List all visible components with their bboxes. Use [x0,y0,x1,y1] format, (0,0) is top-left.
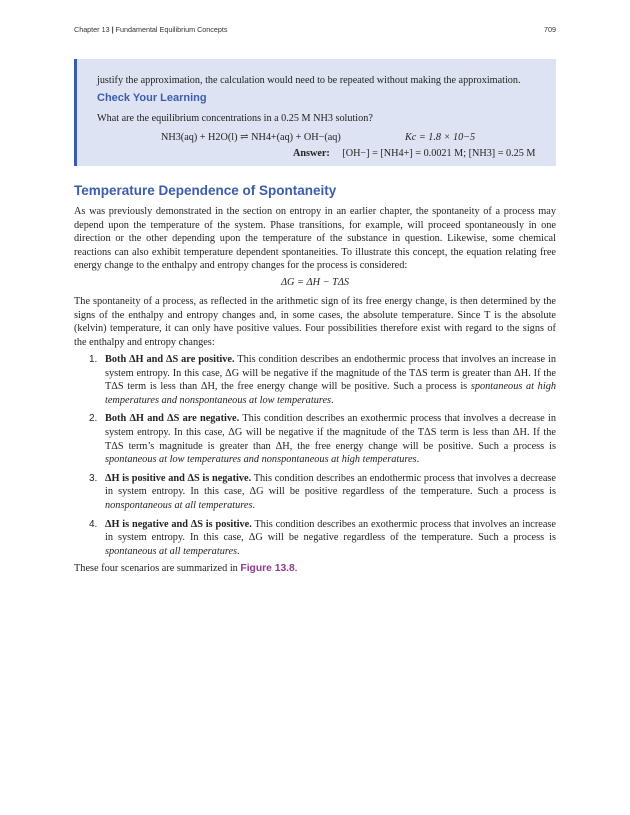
page-header [74,25,556,37]
case-text: This condition describes an endothermic process that involves a decrease in system entropy. In this case, ΔG will be positive regardless of the temperature. Such a process is [105,472,556,498]
callout-equation: NH3(aq) + H2O(l) ⇌ NH4+(aq) + OH−(aq) [161,132,341,143]
case-text: This condition describes an exothermic process that involves an increase in system entropy. In this case, ΔG will be negative regardless of the temperature. Such a process is [105,518,556,544]
page-number: 709 [544,25,556,34]
callout-title: Check Your Learning [97,92,207,104]
intro-paragraph: As was previously demonstrated in the section on entropy in an earlier chapter, the spontaneity of a process may depend upon the temperature of the system. Phase transitions, for example, will proceed spontaneously in one direction or the other depending upon the temperature of the substance in question. Likewise, some chemical reactions can also exhibit temperature dependent spontaneities. To illustrate this concept, the equation relating free energy change to the enthalpy and entropy changes for the process is considered: [74,206,556,272]
case-end: . [331,394,334,406]
list-number: 2. [89,413,98,425]
callout-continued-text: justify the approximation, the calculation would need to be repeated without making the approximation. [97,75,521,86]
case-conclusion: spontaneous at high temperatures and nonspontaneous at low temperatures [105,381,556,406]
case-lead: Both ΔH and ΔS are negative. [105,413,240,425]
free-energy-equation: ΔG = ΔH − TΔS [280,277,350,288]
chapter-label: Chapter 13 [74,25,110,34]
list-item [74,412,556,466]
list-item [74,518,556,559]
case-lead: ΔH is negative and ΔS is positive. [105,518,252,530]
figure-13-8-link[interactable]: Figure 13.8 [240,563,295,574]
list-number: 4. [89,518,98,530]
list-number: 1. [89,354,98,365]
case-conclusion: nonspontaneous at all temperatures [105,499,253,511]
case-lead: Both ΔH and ΔS are positive. [105,354,235,365]
case-end: . [416,454,420,466]
callout-question: What are the equilibrium concentrations in a 0.25 M NH3 solution? [97,113,373,124]
cases-list [74,353,556,563]
summary-end: . [294,563,298,574]
case-text: This condition describes an endothermic process that involves an increase in system entropy. In this case, ΔG will be negative if the magnitude of the TΔS term is greater than ΔH. If the TΔS term is less than ΔH, the free energy change will be positive. Such a process is [105,354,556,393]
list-number: 3. [89,472,98,484]
check-your-learning-box [74,59,556,166]
case-conclusion: spontaneous at low temperatures and nonspontaneous at high temperatures [105,454,417,466]
answer-label: Answer: [293,148,330,159]
summary-paragraph [74,562,556,576]
answer-text: [OH−] = [NH4+] = 0.0021 M; [NH3] = 0.25 M [342,148,536,159]
header-separator: | [111,25,114,34]
summary-text: These four scenarios are summarized in [74,563,241,574]
case-text: This condition describes an exothermic process that involves a decrease in system entropy. In this case, ΔG will be negative if the magnitude of the TΔS term is less than ΔH. If the TΔS term’s magnitude is greater than ΔH, the free energy change will be positive. Such a process is [105,413,556,452]
section-heading: Temperature Dependence of Spontaneity [74,183,337,198]
callout-kc: Kc = 1.8 × 10−5 [405,132,476,143]
list-item [74,353,556,407]
callout-answer [293,147,535,160]
case-end: . [237,545,240,557]
spontaneity-paragraph: The spontaneity of a process, as reflected in the arithmetic sign of its free energy change, is then determined by the signs of the enthalpy and entropy changes and, in some cases, the absolute temperature. Since T is the absolute (kelvin) temperature, it can only have positive values. Four possibilities therefore exist with regard to the signs of the enthalpy and entropy changes: [74,296,556,348]
case-lead: ΔH is positive and ΔS is negative. [105,472,252,484]
case-conclusion: spontaneous at all temperatures [105,545,238,557]
case-end: . [252,499,256,511]
list-item [74,472,556,513]
running-head [74,25,227,34]
chapter-title: Fundamental Equilibrium Concepts [115,25,228,34]
